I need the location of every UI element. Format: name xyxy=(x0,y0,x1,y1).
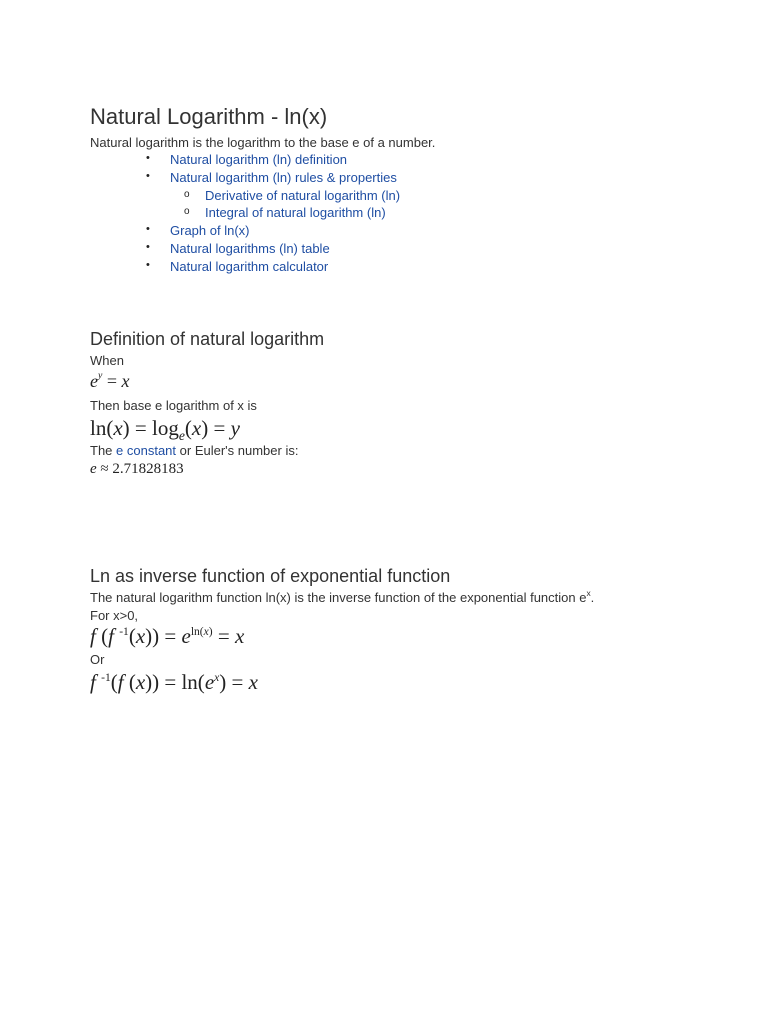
e-constant-link[interactable]: e constant xyxy=(116,443,177,458)
toc-link-definition[interactable]: Natural logarithm (ln) definition xyxy=(170,152,348,167)
formula-ey-equals-x: $e^y = x$ xyxy=(90,370,130,391)
toc-item-rules xyxy=(146,170,397,185)
formula-e-approx: e ≈ 2.71828183 xyxy=(90,461,184,477)
formula-ln-definition: $\ln(x) = \log_e(x) = y$ xyxy=(90,416,240,443)
disc-bullet-icon: • xyxy=(146,152,150,164)
or-text: Or xyxy=(90,652,105,667)
toc-link-calculator[interactable]: Natural logarithm calculator xyxy=(170,259,329,274)
inverse-text: The natural logarithm function ln(x) is the inverse function of the exponential function $e^x$. xyxy=(90,588,595,605)
then-text: Then base e logarithm of x is xyxy=(90,398,257,413)
when-text: When xyxy=(90,353,124,368)
toc-link-integral[interactable]: Integral of natural logarithm (ln) xyxy=(205,205,386,220)
circle-bullet-icon: o xyxy=(184,206,190,217)
toc-subitem-derivative xyxy=(184,188,401,203)
toc-link-rules[interactable]: Natural logarithm (ln) rules & properties xyxy=(170,170,397,185)
formula-f-finv: f (f $^{-1}(x)) = e^{ln(x)} = x$ xyxy=(90,624,245,648)
toc-item-calculator xyxy=(146,259,329,274)
toc-link-derivative[interactable]: Derivative of natural logarithm (ln) xyxy=(205,188,401,203)
circle-bullet-icon: o xyxy=(184,189,190,200)
euler-text: The e constant or Euler's number is: xyxy=(90,443,299,458)
toc-item-graph xyxy=(146,223,250,238)
formula-finv-f: f $^{-1}$(f $(x)) = \ln(e^x) = x$ xyxy=(90,670,258,694)
definition-heading: Definition of natural logarithm xyxy=(90,329,325,349)
disc-bullet-icon: • xyxy=(146,170,150,182)
for-text: For x>0, xyxy=(90,608,139,623)
disc-bullet-icon: • xyxy=(146,223,150,235)
toc-link-table[interactable]: Natural logarithms (ln) table xyxy=(170,241,330,256)
toc-item-table xyxy=(146,241,330,256)
page-title: Natural Logarithm - ln(x) xyxy=(90,104,328,129)
toc-subitem-integral xyxy=(184,205,386,220)
disc-bullet-icon: • xyxy=(146,241,150,253)
intro-text: Natural logarithm is the logarithm to the base e of a number. xyxy=(90,135,436,150)
inverse-heading: Ln as inverse function of exponential function xyxy=(90,566,451,586)
toc-link-graph[interactable]: Graph of ln(x) xyxy=(170,223,250,238)
disc-bullet-icon: • xyxy=(146,259,150,271)
toc-item-definition xyxy=(146,152,348,167)
